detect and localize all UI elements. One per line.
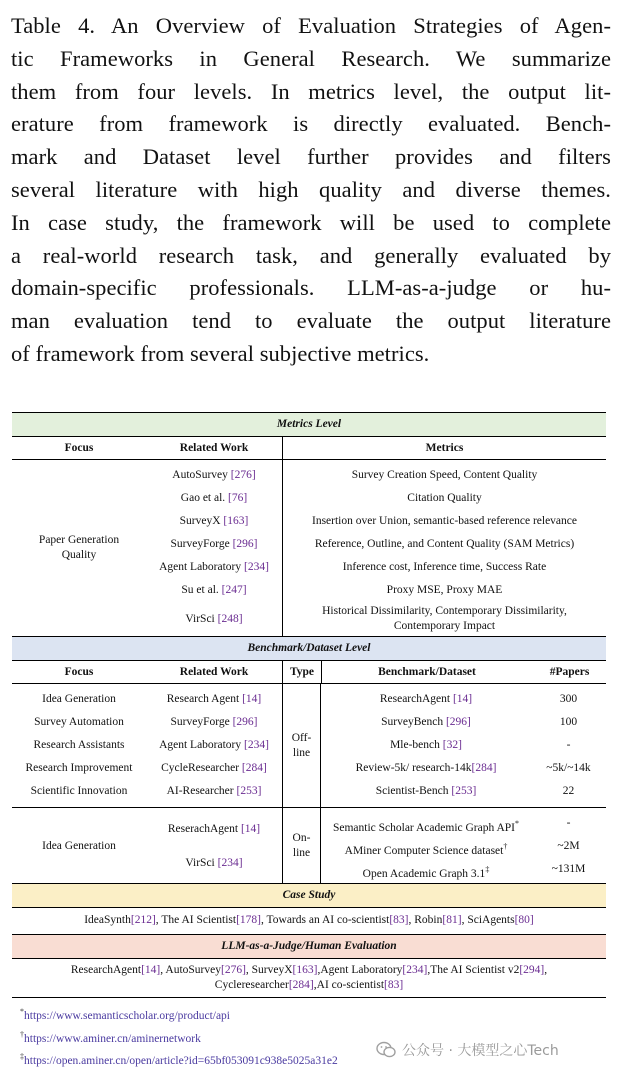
metric-cell: Citation Quality [407,492,482,504]
papers-cell: - [566,817,571,829]
work-cell: AI-Researcher [253] [166,785,262,797]
offline-work-col [146,688,282,803]
watermark [376,1040,559,1060]
bench-cell: Semantic Scholar Academic Graph API* [332,819,520,834]
bench-cell: AMiner Computer Science dataset† [344,842,508,857]
header-benchmark: Benchmark/Dataset [321,661,532,683]
offline-bench-col [320,684,531,807]
focus-cell: Research Assistants [33,739,125,751]
online-type: On-line [282,808,320,883]
metrics-level-band: Metrics Level [12,413,606,436]
metric-cell: Historical Dissimilarity, Contemporary Dissimilarity, Contemporary Impact [322,605,567,632]
metric-cell: Proxy MSE, Proxy MAE [386,584,503,596]
llm-judge-list: ResearchAgent[14], AutoSurvey[276], SurveyX[163],Agent Laboratory[234],The AI Scientist v2[294], Cycleresearcher[284],AI co-scientist[83] [70,963,548,991]
online-section [12,808,606,883]
work-cell: AutoSurvey [276] [172,469,256,481]
bench-cell: ResearchAgent [14] [379,693,473,705]
papers-cell: ~5k/~14k [546,762,591,774]
online-focus: Idea Generation [42,840,116,852]
online-bench-col [320,808,531,883]
header-papers: #Papers [549,666,590,678]
bench-cell: Open Academic Graph 3.1‡ [362,865,490,880]
caption-line: Table 4. An Overview of Evaluation Strategies of Agen- [11,13,611,38]
caption-line: erature from framework is directly evaluated. Bench- [11,111,611,137]
offline-type: Off-line [282,684,320,807]
bench-cell: SurveyBench [296] [381,716,471,728]
papers-cell: 100 [559,716,578,728]
caption-line: a real-world research task, and generally evaluated by [11,242,611,268]
footnote-link[interactable]: https://www.semanticscholar.org/product/api [24,1009,231,1022]
metrics-focus: Paper Generation Quality [38,534,120,561]
caption-line: domain-specific professionals. LLM-as-a-judge or hu- [11,275,611,301]
header-metrics: Metrics [282,437,606,459]
bench-cell: Mle-bench [32] [390,739,462,751]
focus-cell: Scientific Innovation [30,785,128,797]
papers-cell: 300 [559,693,578,705]
papers-cell: - [566,739,571,751]
offline-papers-col [531,688,606,803]
focus-cell: Research Improvement [25,762,133,774]
caption-line: several literature with high quality and diverse themes. [11,176,611,202]
footnote-link[interactable]: https://open.aminer.cn/open/article?id=65bf053091c938e5025a31e2 [24,1054,338,1067]
footnote-link[interactable]: https://www.aminer.cn/aminernetwork [24,1032,201,1045]
work-cell: CycleResearcher [284] [161,762,267,774]
table-caption [11,10,611,371]
case-study-list: IdeaSynth[212], The AI Scientist[178], Towards an AI co-scientist[83], Robin[81], SciAgents[80] [84,914,534,926]
papers-cell: ~2M [557,840,580,852]
caption-line: man evaluation tend to evaluate the output literature [11,308,611,334]
focus-cell: Idea Generation [42,693,116,705]
work-cell: SurveyForge [296] [170,716,258,728]
metric-cell: Insertion over Union, semantic-based reference relevance [311,515,577,527]
papers-cell: 22 [562,785,575,797]
header-focus: Focus [64,666,94,678]
wechat-icon [376,1041,396,1059]
bench-cell: Scientist-Bench [253] [375,785,477,797]
footnote: ‡https://open.aminer.cn/open/article?id=65bf053091c938e5025a31e2 [20,1052,338,1067]
work-cell: SurveyForge [296] [170,538,258,550]
watermark-text: 公众号 · 大模型之心Tech [402,1043,559,1059]
online-papers-col [531,812,606,881]
bench-cell: Review-5k/ research-14k[284] [355,762,497,774]
work-cell: SurveyX [163] [179,515,249,527]
papers-cell: ~131M [551,863,586,875]
online-work-col [146,812,282,881]
header-type: Type [282,661,321,683]
work-cell: Research Agent [14] [166,693,262,705]
benchmark-level-band: Benchmark/Dataset Level [12,636,606,660]
work-cell: Agent Laboratory [234] [159,739,269,751]
footnote: *https://www.semanticscholar.org/product/api [20,1007,231,1022]
work-cell: ReserachAgent [14] [167,822,261,835]
work-cell: VirSci [234] [185,857,243,870]
metrics-values [282,460,606,636]
work-cell: Su et al. [247] [181,584,247,596]
caption-line: In case study, the framework will be used to complete [11,209,611,235]
metric-cell: Reference, Outline, and Content Quality (SAM Metrics) [314,538,575,550]
work-cell: Gao et al. [76] [180,492,248,504]
header-related-work: Related Work [179,442,249,454]
caption-line: tic Frameworks in General Research. We summarize [11,45,611,71]
focus-cell: Survey Automation [34,716,124,728]
header-related-work: Related Work [179,666,249,678]
llm-judge-band: LLM-as-a-Judge/Human Evaluation [12,934,606,959]
header-focus: Focus [64,442,94,454]
offline-focus-col [12,688,146,803]
work-cell: VirSci [248] [185,613,243,625]
metric-cell: Survey Creation Speed, Content Quality [351,469,538,481]
caption-line: of framework from several subjective metrics. [11,340,430,366]
work-cell: Agent Laboratory [234] [159,561,269,573]
metric-cell: Inference cost, Inference time, Success Rate [342,561,547,573]
benchmark-header-row [12,660,606,684]
metrics-works [146,460,282,636]
footnote: †https://www.aminer.cn/aminernetwork [20,1030,201,1045]
metrics-body [12,460,606,636]
caption-line: them from four levels. In metrics level, the output lit- [11,78,611,104]
metrics-header-row [12,436,606,460]
case-study-band: Case Study [12,883,606,908]
offline-section [12,684,606,808]
caption-line: mark and Dataset level further provides and filters [11,144,611,170]
evaluation-table [12,412,606,998]
